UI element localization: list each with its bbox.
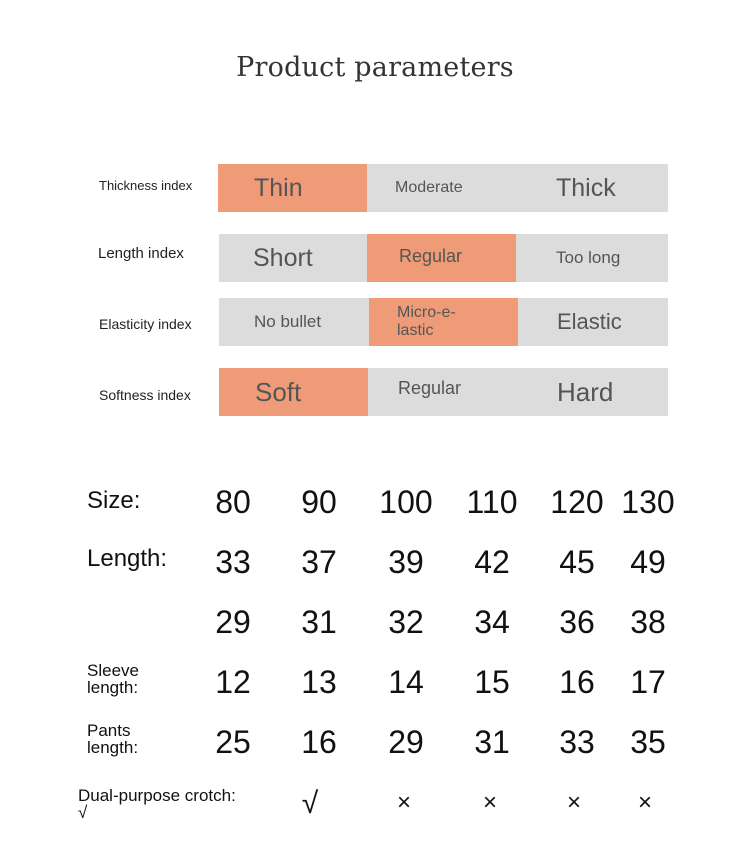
thickness-option-moderate xyxy=(367,164,517,212)
elasticity-option-no-bullet xyxy=(219,298,369,346)
crotch-label-line2: √ xyxy=(78,803,88,822)
size-value: 90 xyxy=(301,484,337,520)
sleeve-label-line1: Sleeve xyxy=(87,661,139,680)
size-value: 130 xyxy=(621,484,675,520)
option-label: Too long xyxy=(556,248,621,267)
option-label: Short xyxy=(253,243,313,272)
option-label: Regular xyxy=(399,246,463,266)
softness-option-hard xyxy=(517,368,668,416)
sleeve-length-value: 16 xyxy=(559,664,595,700)
pants-label-line2: length: xyxy=(87,738,139,757)
softness-option-regular xyxy=(368,368,517,416)
page-title: Product parameters xyxy=(236,52,514,83)
sleeve-length-value: 12 xyxy=(215,664,251,700)
sleeve-length-label xyxy=(87,662,139,696)
dual-purpose-crotch-label xyxy=(78,787,236,821)
cross-icon: × xyxy=(637,789,652,816)
unlabeled-row-value: 32 xyxy=(388,604,424,640)
elasticity-option-elastic xyxy=(518,298,668,346)
sleeve-length-value: 15 xyxy=(474,664,510,700)
cross-icon: × xyxy=(482,789,497,816)
option-label: No bullet xyxy=(254,312,322,331)
cross-icon: × xyxy=(396,789,411,816)
option-label: Micro-e-lastic xyxy=(397,304,456,339)
option-label: Thin xyxy=(254,173,303,202)
length-value: 42 xyxy=(474,544,510,580)
unlabeled-row-value: 29 xyxy=(215,604,251,640)
sleeve-length-value: 14 xyxy=(388,664,424,700)
option-label: Elastic xyxy=(557,309,622,334)
sleeve-label-line2: length: xyxy=(87,678,139,697)
elasticity-option-micro-elastic xyxy=(369,298,518,346)
crotch-label-line1: Dual-purpose crotch: xyxy=(78,786,236,805)
length-option-regular xyxy=(367,234,516,282)
unlabeled-row-value: 38 xyxy=(630,604,666,640)
size-value: 80 xyxy=(215,484,251,520)
unlabeled-row-value: 31 xyxy=(301,604,337,640)
option-label: Regular xyxy=(398,378,462,398)
option-label: Moderate xyxy=(395,179,463,196)
size-value: 110 xyxy=(466,484,518,520)
pants-label-line1: Pants xyxy=(87,721,131,740)
thickness-option-thick xyxy=(517,164,668,212)
thickness-option-thin xyxy=(218,164,367,212)
softness-option-soft xyxy=(219,368,368,416)
length-option-too-long xyxy=(516,234,668,282)
sleeve-length-value: 17 xyxy=(630,664,666,700)
pants-length-value: 25 xyxy=(215,724,251,760)
size-value: 120 xyxy=(550,484,604,520)
check-icon: √ xyxy=(301,787,319,820)
length-label: Length: xyxy=(87,545,168,572)
pants-length-value: 35 xyxy=(630,724,666,760)
pants-length-value: 16 xyxy=(301,724,337,760)
length-value: 33 xyxy=(215,544,251,580)
option-label: Hard xyxy=(557,376,614,407)
sleeve-length-value: 13 xyxy=(301,664,337,700)
cross-icon: × xyxy=(566,789,581,816)
length-value: 45 xyxy=(559,544,595,580)
length-index-label: Length index xyxy=(98,245,184,262)
length-option-short xyxy=(219,234,367,282)
thickness-index-label: Thickness index xyxy=(99,178,193,193)
pants-length-value: 31 xyxy=(474,724,510,760)
size-label: Size: xyxy=(87,487,141,514)
option-label: Soft xyxy=(255,376,302,407)
size-value: 100 xyxy=(379,484,433,520)
length-value: 39 xyxy=(388,544,424,580)
length-value: 49 xyxy=(630,544,666,580)
pants-length-value: 33 xyxy=(559,724,595,760)
softness-index-label: Softness index xyxy=(99,387,191,403)
unlabeled-row-value: 34 xyxy=(474,604,510,640)
option-label: Thick xyxy=(556,173,616,202)
unlabeled-row-value: 36 xyxy=(559,604,595,640)
length-value: 37 xyxy=(301,544,337,580)
elasticity-index-label: Elasticity index xyxy=(99,316,192,332)
pants-length-label xyxy=(87,722,138,756)
pants-length-value: 29 xyxy=(388,724,424,760)
